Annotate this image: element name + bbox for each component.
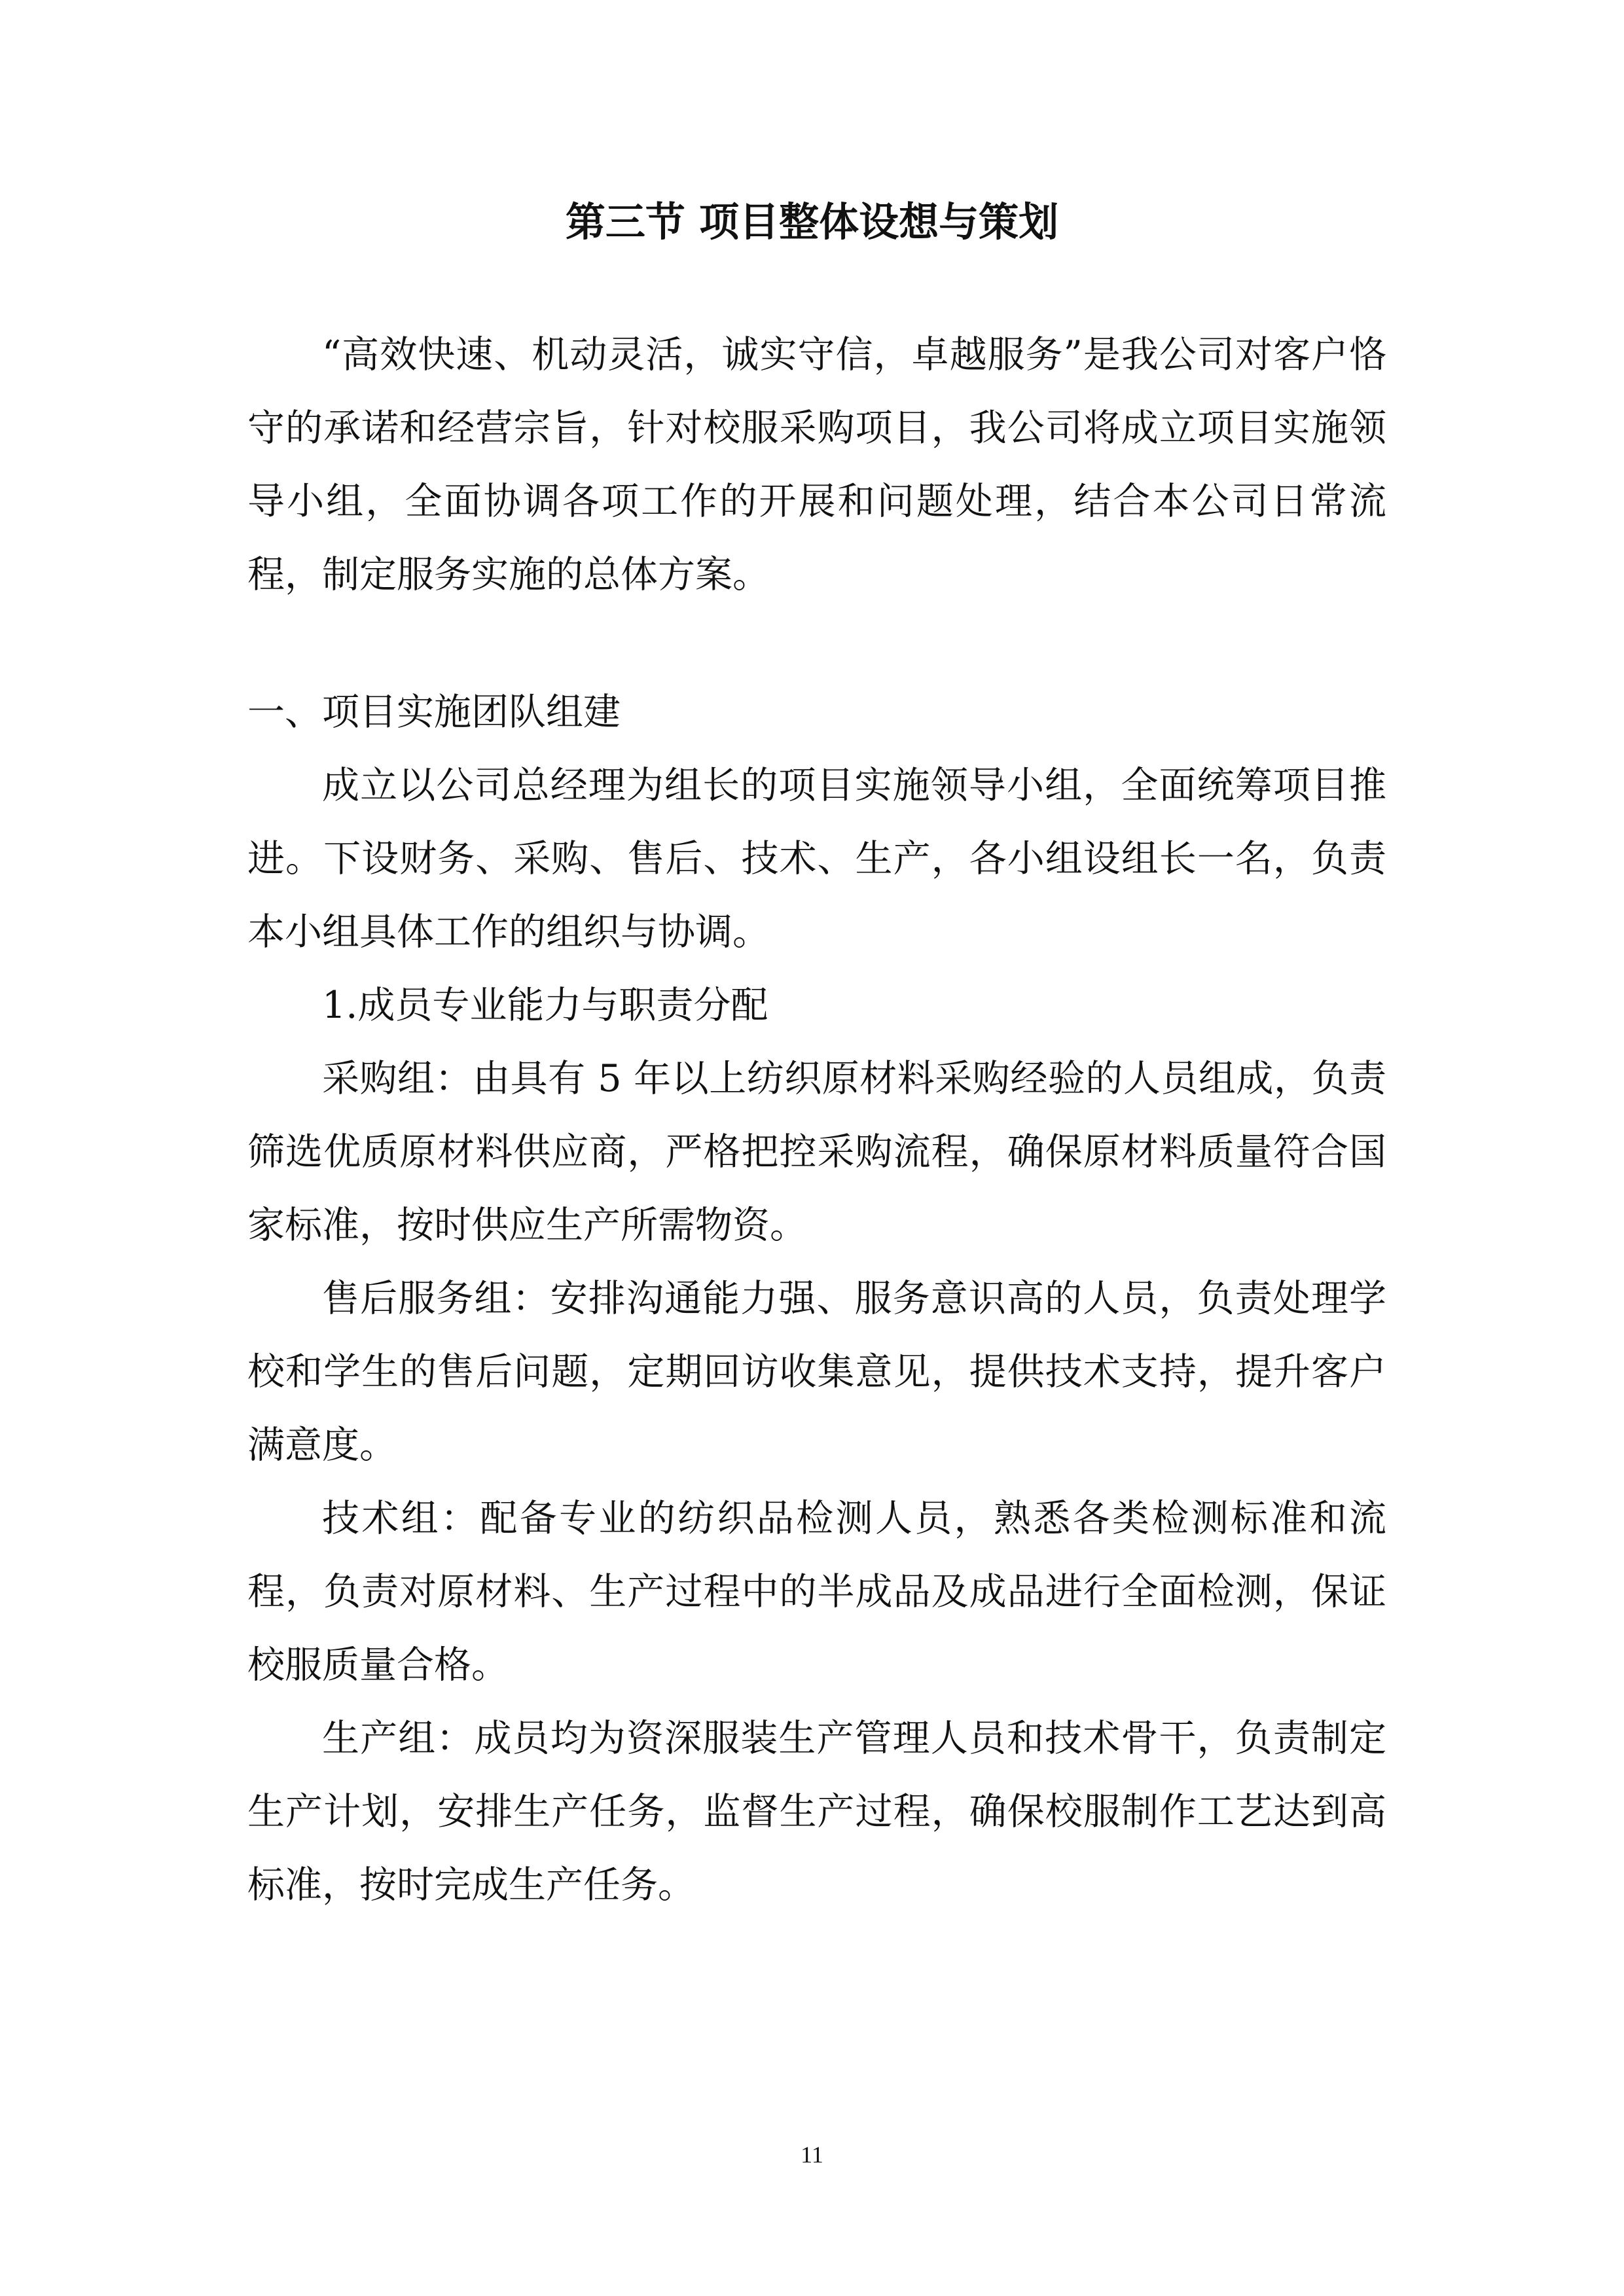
subheading-member-duties: 1.成员专业能力与职责分配: [322, 984, 768, 1027]
page-number: 11: [801, 2142, 823, 2168]
section-title: 第三节 项目整体设想与策划: [565, 199, 1059, 245]
technical-group-paragraph: 技术组：配备专业的纺织品检测人员，熟悉各类检测标准和流程，负责对原材料、生产过程中的半成品及成品进行全面检测，保证校服质量合格。: [247, 1497, 1386, 1687]
production-group-paragraph: 生产组：成员均为资深服装生产管理人员和技术骨干，负责制定生产计划，安排生产任务，监督生产过程，确保校服制作工艺达到高标准，按时完成生产任务。: [247, 1717, 1386, 1907]
after-sales-group-paragraph: 售后服务组：安排沟通能力强、服务意识高的人员，负责处理学校和学生的售后问题，定期回访收集意见，提供技术支持，提升客户满意度。: [247, 1277, 1386, 1467]
intro-paragraph: “高效快速、机动灵活，诚实守信，卓越服务”是我公司对客户恪守的承诺和经营宗旨，针对校服采购项目，我公司将成立项目实施领导小组，全面协调各项工作的开展和问题处理，结合本公司日常流程，制定服务实施的总体方案。: [247, 333, 1386, 596]
procurement-group-paragraph: 采购组：由具有 5 年以上纺织原材料采购经验的人员组成，负责筛选优质原材料供应商，严格把控采购流程，确保原材料质量符合国家标准，按时供应生产所需物资。: [247, 1057, 1386, 1247]
document-body: [247, 318, 1386, 1922]
team-paragraph: 成立以公司总经理为组长的项目实施领导小组，全面统筹项目推进。下设财务、采购、售后、技术、生产，各小组设组长一名，负责本小组具体工作的组织与协调。: [247, 764, 1386, 954]
heading-team-formation: 一、项目实施团队组建: [247, 691, 621, 734]
